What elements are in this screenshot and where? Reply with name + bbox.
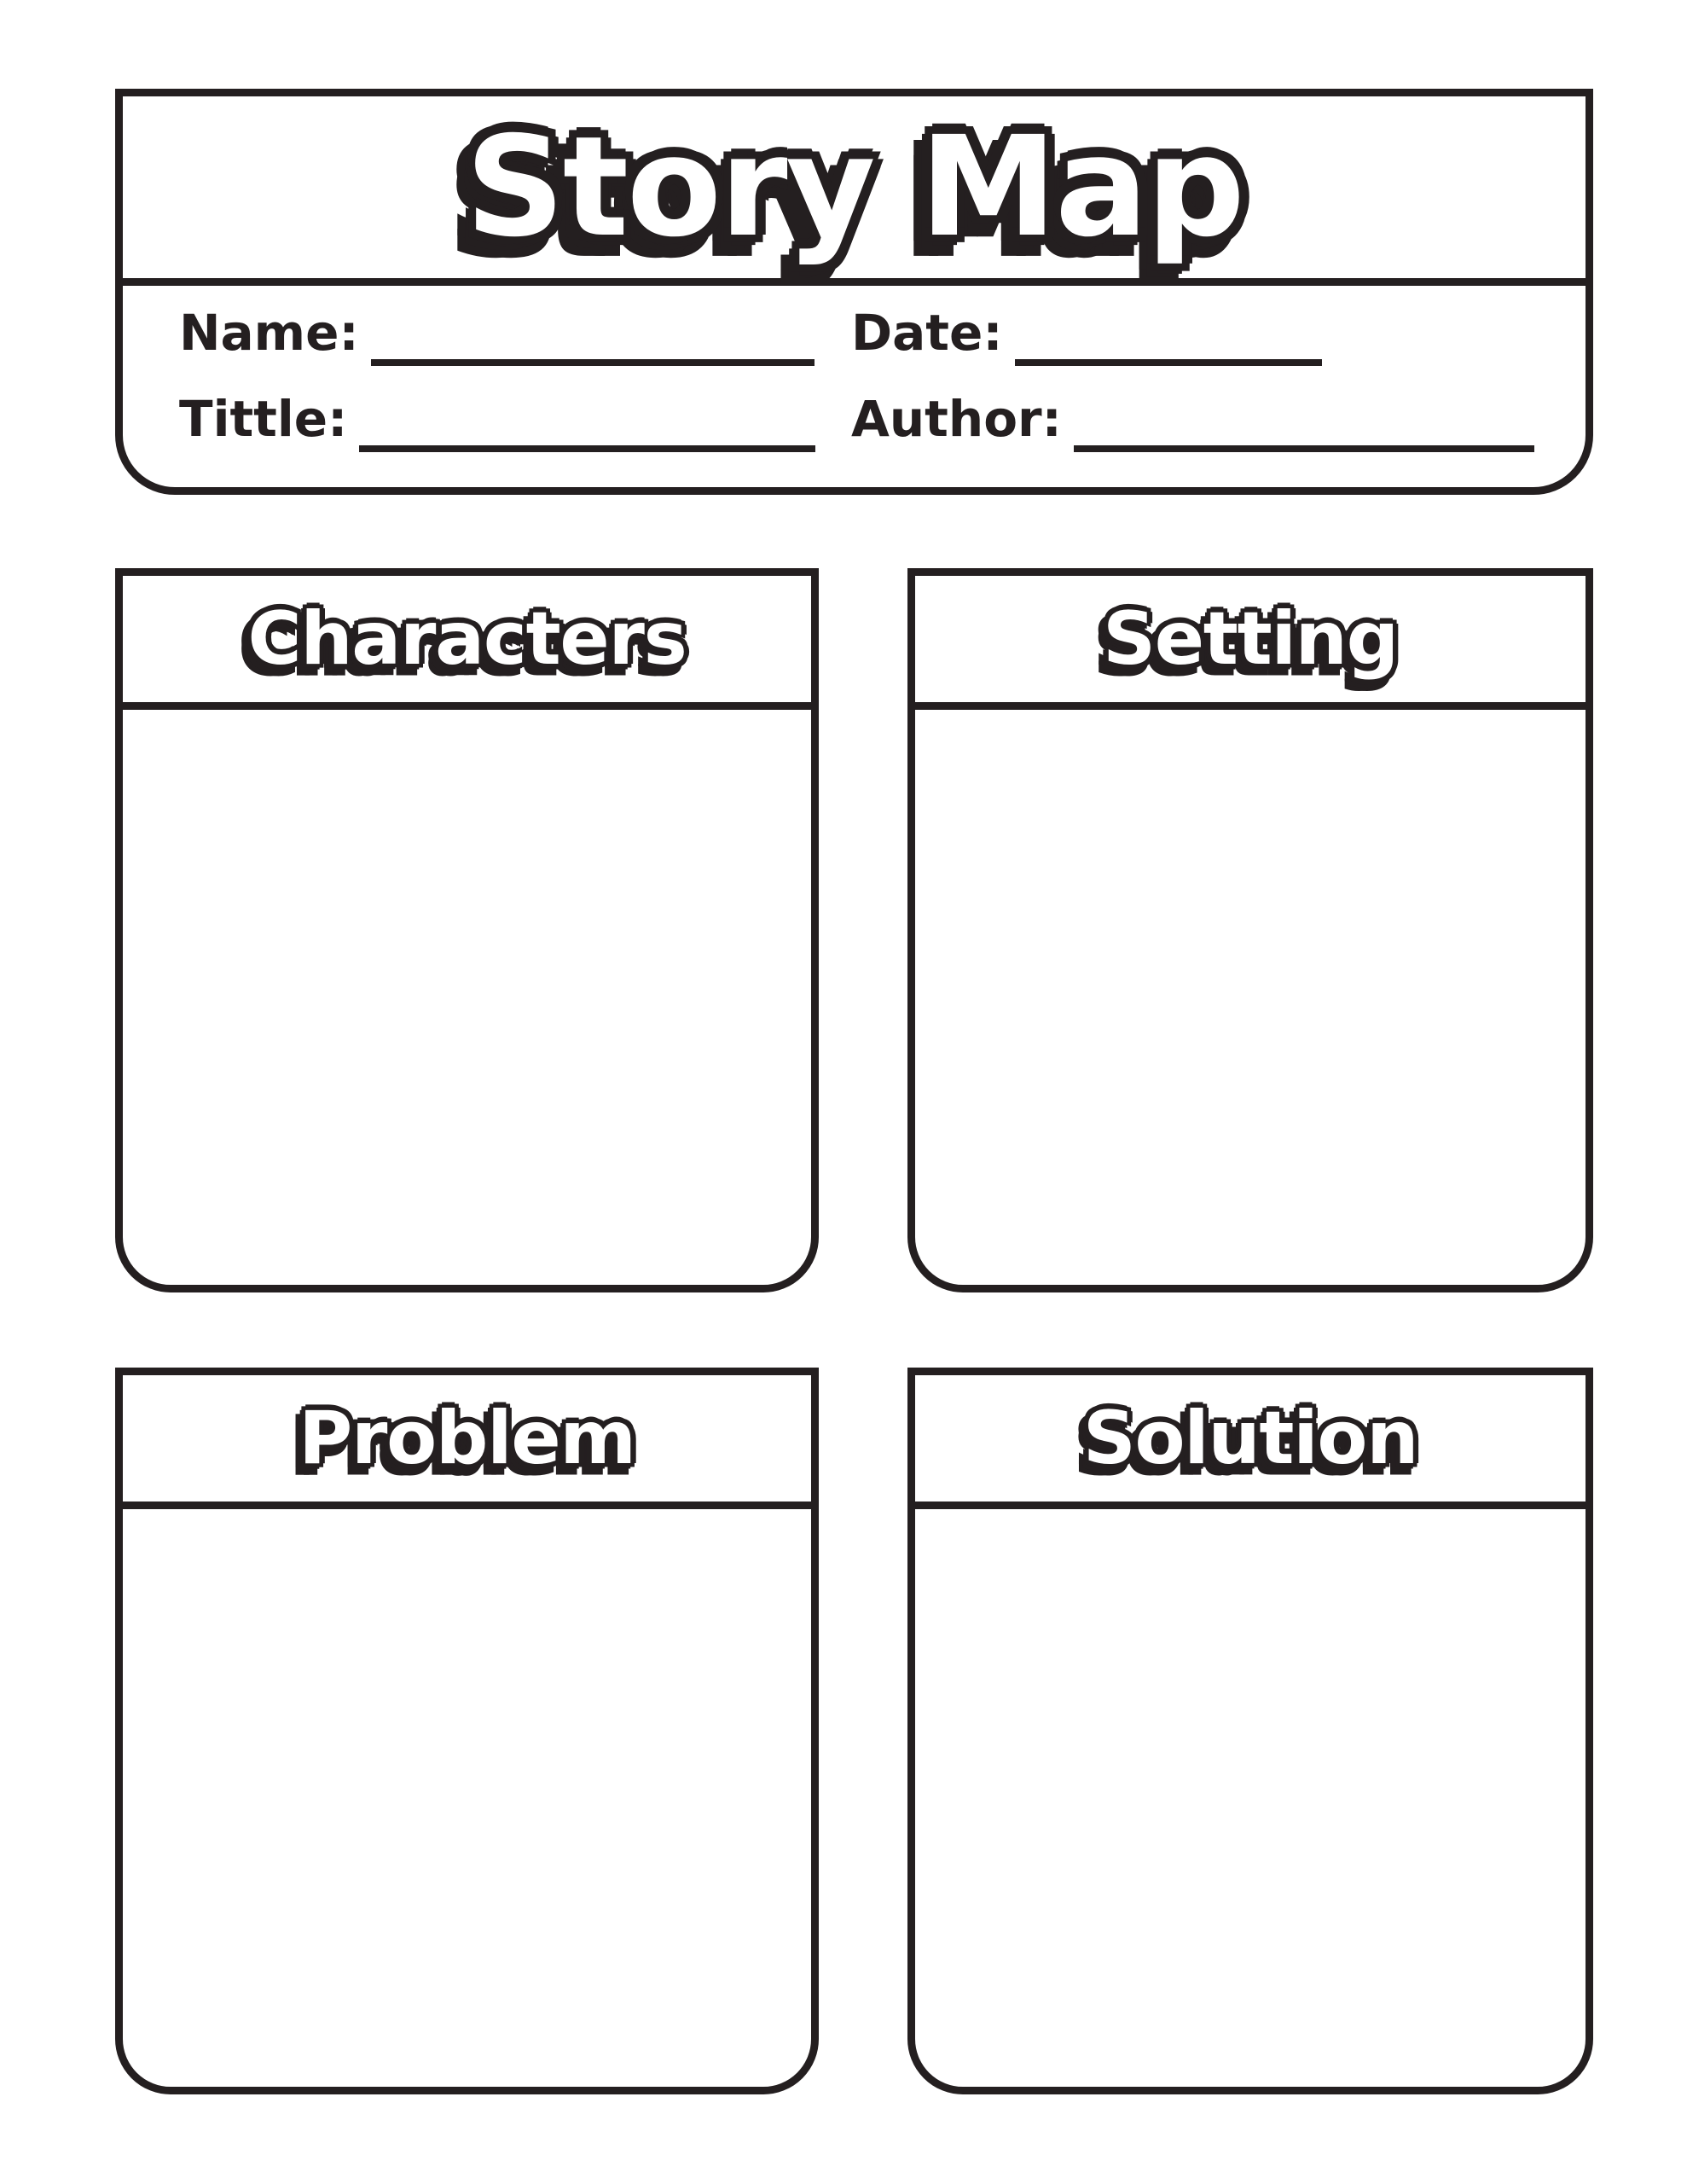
tittle-field bbox=[179, 390, 815, 448]
title-section bbox=[123, 96, 1586, 286]
author-label: Author: bbox=[851, 390, 1062, 448]
problem-box-title: Problem Problem bbox=[299, 1402, 635, 1475]
author-blank-line[interactable] bbox=[1074, 445, 1534, 452]
name-field bbox=[179, 304, 815, 362]
author-field bbox=[851, 390, 1534, 448]
solution-box-title: Solution Solution bbox=[1083, 1402, 1417, 1475]
characters-box-title: Characters Characters bbox=[248, 602, 687, 676]
setting-writing-area[interactable] bbox=[915, 710, 1586, 1277]
solution-box bbox=[907, 1368, 1593, 2094]
date-blank-line[interactable] bbox=[1015, 359, 1322, 366]
solution-box-header bbox=[915, 1375, 1586, 1509]
date-field bbox=[851, 304, 1322, 362]
problem-box-header bbox=[123, 1375, 811, 1509]
tittle-label: Tittle: bbox=[179, 390, 348, 448]
characters-box-header bbox=[123, 576, 811, 710]
setting-box-title: Setting Setting bbox=[1103, 602, 1398, 676]
tittle-blank-line[interactable] bbox=[359, 445, 815, 452]
problem-box bbox=[115, 1368, 819, 2094]
header-box bbox=[115, 89, 1593, 495]
setting-box-header bbox=[915, 576, 1586, 710]
problem-writing-area[interactable] bbox=[123, 1509, 811, 2079]
solution-writing-area[interactable] bbox=[915, 1509, 1586, 2079]
page-title: Story Map Story Map bbox=[466, 119, 1244, 257]
setting-box bbox=[907, 568, 1593, 1292]
name-blank-line[interactable] bbox=[371, 359, 815, 366]
characters-writing-area[interactable] bbox=[123, 710, 811, 1277]
name-label: Name: bbox=[179, 304, 359, 362]
characters-box bbox=[115, 568, 819, 1292]
fields-section bbox=[123, 286, 1586, 479]
date-label: Date: bbox=[851, 304, 1003, 362]
